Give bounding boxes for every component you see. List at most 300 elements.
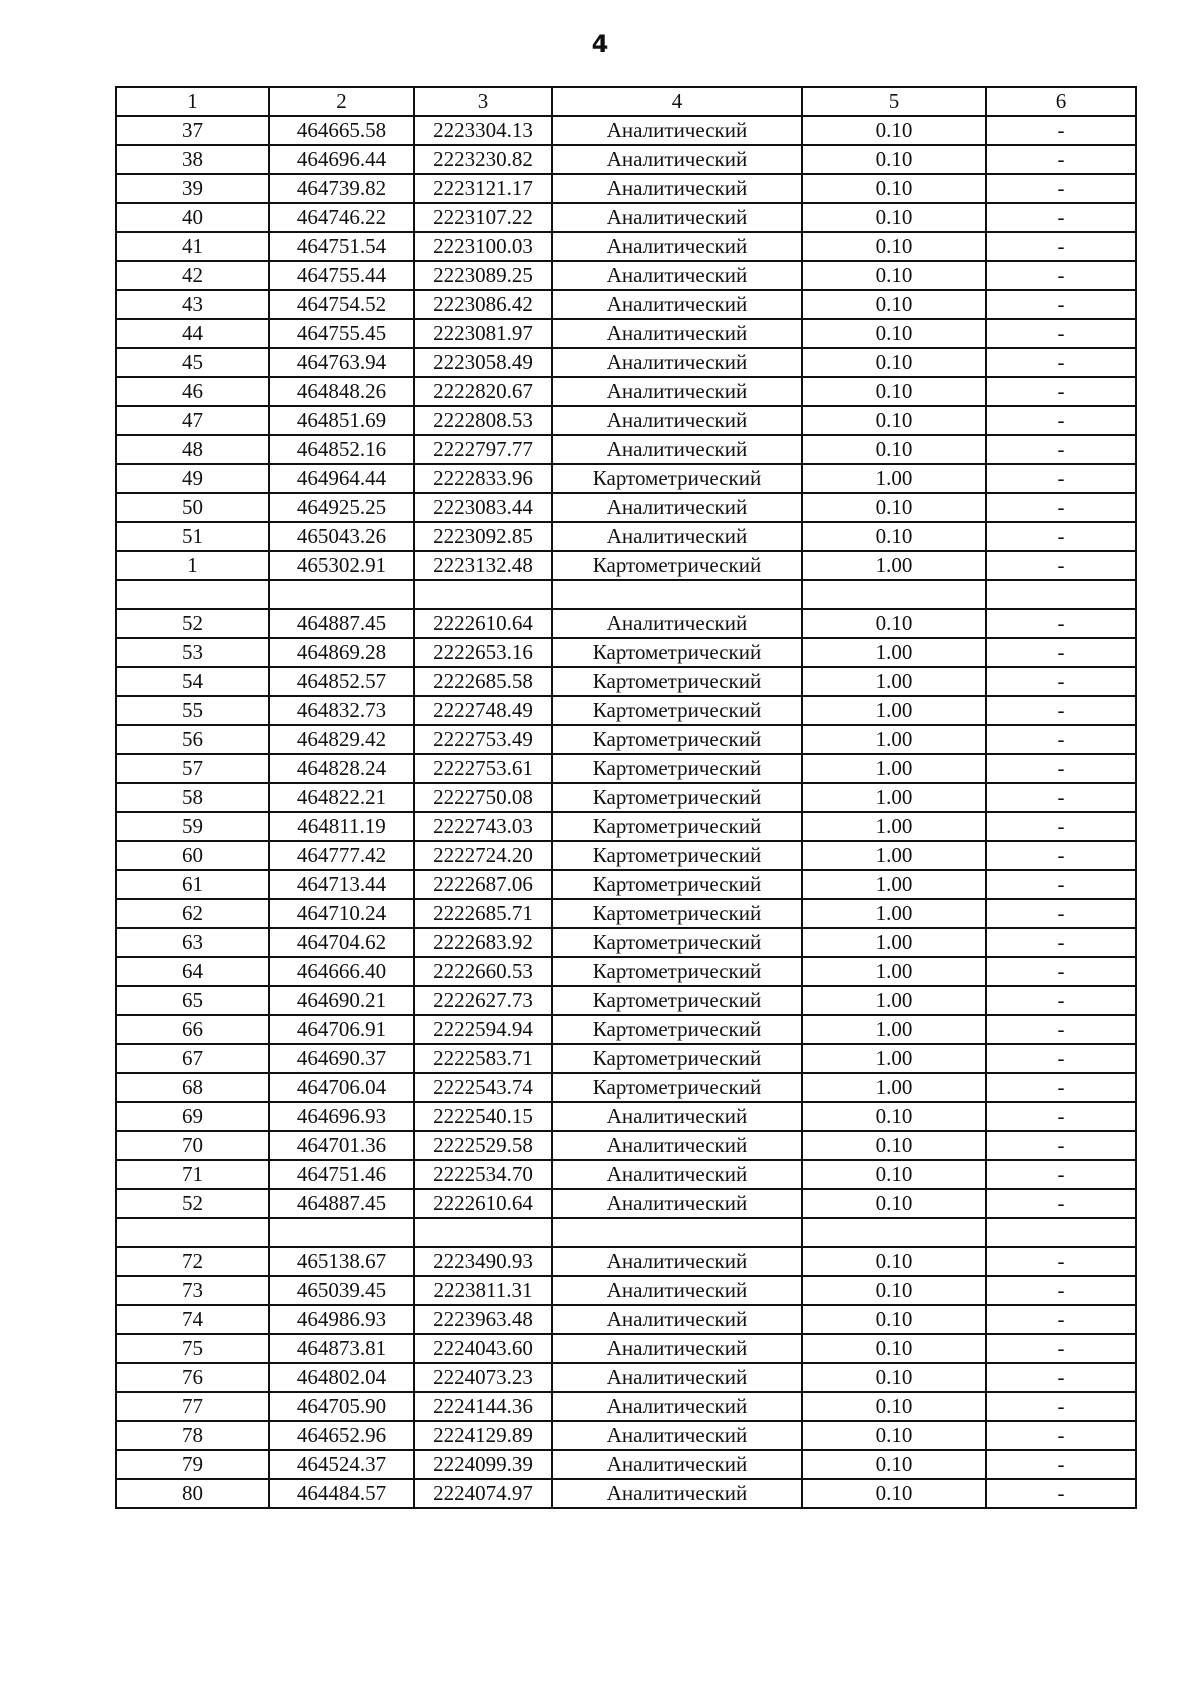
accuracy-cell: 1.00 bbox=[802, 812, 986, 841]
x-coordinate-cell: 464755.45 bbox=[269, 319, 414, 348]
point-number-cell: 62 bbox=[116, 899, 269, 928]
x-coordinate-cell: 464705.90 bbox=[269, 1392, 414, 1421]
accuracy-cell: 1.00 bbox=[802, 899, 986, 928]
accuracy-cell: 0.10 bbox=[802, 1189, 986, 1218]
y-coordinate-cell: 2223100.03 bbox=[414, 232, 552, 261]
y-coordinate-cell: 2222594.94 bbox=[414, 1015, 552, 1044]
method-cell: Аналитический bbox=[552, 319, 802, 348]
y-coordinate-cell bbox=[414, 1218, 552, 1247]
description-cell bbox=[986, 580, 1136, 609]
method-cell: Картометрический bbox=[552, 899, 802, 928]
point-number-cell: 60 bbox=[116, 841, 269, 870]
table-row bbox=[116, 522, 1136, 551]
description-cell: - bbox=[986, 319, 1136, 348]
x-coordinate-cell: 464986.93 bbox=[269, 1305, 414, 1334]
column-header: 4 bbox=[552, 87, 802, 116]
method-cell: Аналитический bbox=[552, 203, 802, 232]
y-coordinate-cell: 2223963.48 bbox=[414, 1305, 552, 1334]
point-number-cell: 50 bbox=[116, 493, 269, 522]
point-number-cell: 71 bbox=[116, 1160, 269, 1189]
accuracy-cell bbox=[802, 1218, 986, 1247]
point-number-cell: 51 bbox=[116, 522, 269, 551]
y-coordinate-cell: 2223089.25 bbox=[414, 261, 552, 290]
x-coordinate-cell: 464802.04 bbox=[269, 1363, 414, 1392]
point-number-cell: 48 bbox=[116, 435, 269, 464]
description-cell: - bbox=[986, 986, 1136, 1015]
description-cell bbox=[986, 1218, 1136, 1247]
point-number-cell: 66 bbox=[116, 1015, 269, 1044]
x-coordinate-cell: 464706.91 bbox=[269, 1015, 414, 1044]
accuracy-cell: 0.10 bbox=[802, 1363, 986, 1392]
table-row bbox=[116, 1131, 1136, 1160]
x-coordinate-cell: 464887.45 bbox=[269, 1189, 414, 1218]
x-coordinate-cell: 464706.04 bbox=[269, 1073, 414, 1102]
method-cell: Аналитический bbox=[552, 435, 802, 464]
accuracy-cell: 0.10 bbox=[802, 493, 986, 522]
accuracy-cell: 1.00 bbox=[802, 551, 986, 580]
point-number-cell: 46 bbox=[116, 377, 269, 406]
table-row bbox=[116, 116, 1136, 145]
y-coordinate-cell: 2222534.70 bbox=[414, 1160, 552, 1189]
x-coordinate-cell: 464524.37 bbox=[269, 1450, 414, 1479]
x-coordinate-cell: 464690.21 bbox=[269, 986, 414, 1015]
y-coordinate-cell: 2222808.53 bbox=[414, 406, 552, 435]
coordinates-table bbox=[115, 86, 1137, 1509]
description-cell: - bbox=[986, 1102, 1136, 1131]
method-cell: Картометрический bbox=[552, 464, 802, 493]
table-row bbox=[116, 696, 1136, 725]
y-coordinate-cell: 2222687.06 bbox=[414, 870, 552, 899]
table-row bbox=[116, 1247, 1136, 1276]
accuracy-cell: 0.10 bbox=[802, 1305, 986, 1334]
method-cell: Картометрический bbox=[552, 841, 802, 870]
point-number-cell: 54 bbox=[116, 667, 269, 696]
table-row bbox=[116, 1392, 1136, 1421]
point-number-cell: 65 bbox=[116, 986, 269, 1015]
y-coordinate-cell: 2222743.03 bbox=[414, 812, 552, 841]
description-cell: - bbox=[986, 435, 1136, 464]
x-coordinate-cell: 464964.44 bbox=[269, 464, 414, 493]
table-row bbox=[116, 1160, 1136, 1189]
accuracy-cell: 1.00 bbox=[802, 1073, 986, 1102]
method-cell: Аналитический bbox=[552, 232, 802, 261]
table-row bbox=[116, 1015, 1136, 1044]
accuracy-cell: 1.00 bbox=[802, 783, 986, 812]
method-cell: Картометрический bbox=[552, 1044, 802, 1073]
description-cell: - bbox=[986, 203, 1136, 232]
point-number-cell: 76 bbox=[116, 1363, 269, 1392]
point-number-cell: 58 bbox=[116, 783, 269, 812]
method-cell: Картометрический bbox=[552, 1073, 802, 1102]
x-coordinate-cell: 464696.44 bbox=[269, 145, 414, 174]
method-cell: Картометрический bbox=[552, 725, 802, 754]
y-coordinate-cell: 2223490.93 bbox=[414, 1247, 552, 1276]
description-cell: - bbox=[986, 1015, 1136, 1044]
x-coordinate-cell: 464484.57 bbox=[269, 1479, 414, 1508]
method-cell: Картометрический bbox=[552, 928, 802, 957]
point-number-cell: 75 bbox=[116, 1334, 269, 1363]
x-coordinate-cell: 464822.21 bbox=[269, 783, 414, 812]
method-cell: Картометрический bbox=[552, 667, 802, 696]
y-coordinate-cell: 2222724.20 bbox=[414, 841, 552, 870]
description-cell: - bbox=[986, 696, 1136, 725]
description-cell: - bbox=[986, 754, 1136, 783]
x-coordinate-cell: 464925.25 bbox=[269, 493, 414, 522]
table-row bbox=[116, 638, 1136, 667]
table-row bbox=[116, 1421, 1136, 1450]
method-cell: Аналитический bbox=[552, 1160, 802, 1189]
point-number-cell: 44 bbox=[116, 319, 269, 348]
y-coordinate-cell: 2224074.97 bbox=[414, 1479, 552, 1508]
description-cell: - bbox=[986, 1131, 1136, 1160]
column-header: 5 bbox=[802, 87, 986, 116]
point-number-cell: 67 bbox=[116, 1044, 269, 1073]
method-cell: Картометрический bbox=[552, 986, 802, 1015]
y-coordinate-cell: 2222748.49 bbox=[414, 696, 552, 725]
y-coordinate-cell: 2222540.15 bbox=[414, 1102, 552, 1131]
method-cell: Аналитический bbox=[552, 406, 802, 435]
point-number-cell bbox=[116, 1218, 269, 1247]
method-cell: Аналитический bbox=[552, 1102, 802, 1131]
method-cell: Картометрический bbox=[552, 1015, 802, 1044]
accuracy-cell: 0.10 bbox=[802, 522, 986, 551]
accuracy-cell: 0.10 bbox=[802, 116, 986, 145]
description-cell: - bbox=[986, 1160, 1136, 1189]
accuracy-cell: 0.10 bbox=[802, 435, 986, 464]
column-header: 6 bbox=[986, 87, 1136, 116]
point-number-cell: 53 bbox=[116, 638, 269, 667]
description-cell: - bbox=[986, 522, 1136, 551]
table-row bbox=[116, 1450, 1136, 1479]
description-cell: - bbox=[986, 899, 1136, 928]
accuracy-cell: 0.10 bbox=[802, 406, 986, 435]
accuracy-cell: 1.00 bbox=[802, 986, 986, 1015]
accuracy-cell: 0.10 bbox=[802, 1421, 986, 1450]
table-row bbox=[116, 290, 1136, 319]
accuracy-cell: 1.00 bbox=[802, 841, 986, 870]
point-number-cell bbox=[116, 580, 269, 609]
description-cell: - bbox=[986, 290, 1136, 319]
table-row bbox=[116, 899, 1136, 928]
method-cell: Картометрический bbox=[552, 783, 802, 812]
x-coordinate-cell: 464828.24 bbox=[269, 754, 414, 783]
accuracy-cell bbox=[802, 580, 986, 609]
column-header: 1 bbox=[116, 87, 269, 116]
point-number-cell: 52 bbox=[116, 609, 269, 638]
description-cell: - bbox=[986, 1392, 1136, 1421]
x-coordinate-cell: 465138.67 bbox=[269, 1247, 414, 1276]
point-number-cell: 41 bbox=[116, 232, 269, 261]
accuracy-cell: 0.10 bbox=[802, 609, 986, 638]
table-row bbox=[116, 551, 1136, 580]
table-row bbox=[116, 1276, 1136, 1305]
y-coordinate-cell: 2223132.48 bbox=[414, 551, 552, 580]
point-number-cell: 69 bbox=[116, 1102, 269, 1131]
accuracy-cell: 0.10 bbox=[802, 1392, 986, 1421]
method-cell: Аналитический bbox=[552, 1421, 802, 1450]
method-cell: Аналитический bbox=[552, 1189, 802, 1218]
x-coordinate-cell: 464832.73 bbox=[269, 696, 414, 725]
description-cell: - bbox=[986, 841, 1136, 870]
description-cell: - bbox=[986, 174, 1136, 203]
y-coordinate-cell: 2223121.17 bbox=[414, 174, 552, 203]
accuracy-cell: 0.10 bbox=[802, 1131, 986, 1160]
y-coordinate-cell: 2222583.71 bbox=[414, 1044, 552, 1073]
column-header: 2 bbox=[269, 87, 414, 116]
point-number-cell: 73 bbox=[116, 1276, 269, 1305]
x-coordinate-cell: 464755.44 bbox=[269, 261, 414, 290]
x-coordinate-cell bbox=[269, 1218, 414, 1247]
table-row bbox=[116, 812, 1136, 841]
x-coordinate-cell: 464739.82 bbox=[269, 174, 414, 203]
table-row bbox=[116, 145, 1136, 174]
table-row bbox=[116, 319, 1136, 348]
method-cell: Аналитический bbox=[552, 1392, 802, 1421]
method-cell: Аналитический bbox=[552, 145, 802, 174]
method-cell: Аналитический bbox=[552, 1363, 802, 1392]
table-row bbox=[116, 667, 1136, 696]
method-cell: Аналитический bbox=[552, 1131, 802, 1160]
x-coordinate-cell: 464852.57 bbox=[269, 667, 414, 696]
description-cell: - bbox=[986, 348, 1136, 377]
point-number-cell: 78 bbox=[116, 1421, 269, 1450]
y-coordinate-cell: 2222529.58 bbox=[414, 1131, 552, 1160]
y-coordinate-cell: 2223086.42 bbox=[414, 290, 552, 319]
table-row bbox=[116, 1044, 1136, 1073]
point-number-cell: 77 bbox=[116, 1392, 269, 1421]
description-cell: - bbox=[986, 261, 1136, 290]
accuracy-cell: 1.00 bbox=[802, 725, 986, 754]
table-row bbox=[116, 986, 1136, 1015]
x-coordinate-cell: 464666.40 bbox=[269, 957, 414, 986]
x-coordinate-cell: 464751.46 bbox=[269, 1160, 414, 1189]
table-row bbox=[116, 870, 1136, 899]
point-number-cell: 40 bbox=[116, 203, 269, 232]
accuracy-cell: 1.00 bbox=[802, 696, 986, 725]
y-coordinate-cell: 2222610.64 bbox=[414, 1189, 552, 1218]
table-row bbox=[116, 1102, 1136, 1131]
description-cell: - bbox=[986, 116, 1136, 145]
table-row bbox=[116, 348, 1136, 377]
point-number-cell: 43 bbox=[116, 290, 269, 319]
point-number-cell: 57 bbox=[116, 754, 269, 783]
table-row bbox=[116, 174, 1136, 203]
y-coordinate-cell: 2222627.73 bbox=[414, 986, 552, 1015]
description-cell: - bbox=[986, 377, 1136, 406]
x-coordinate-cell: 464848.26 bbox=[269, 377, 414, 406]
method-cell: Аналитический bbox=[552, 1479, 802, 1508]
x-coordinate-cell: 464751.54 bbox=[269, 232, 414, 261]
table-row bbox=[116, 841, 1136, 870]
table-row bbox=[116, 261, 1136, 290]
point-number-cell: 74 bbox=[116, 1305, 269, 1334]
description-cell: - bbox=[986, 1450, 1136, 1479]
accuracy-cell: 0.10 bbox=[802, 261, 986, 290]
point-number-cell: 80 bbox=[116, 1479, 269, 1508]
page-number: 4 bbox=[591, 30, 609, 58]
point-number-cell: 37 bbox=[116, 116, 269, 145]
description-cell: - bbox=[986, 1044, 1136, 1073]
x-coordinate-cell: 464851.69 bbox=[269, 406, 414, 435]
method-cell: Аналитический bbox=[552, 174, 802, 203]
table-row bbox=[116, 1363, 1136, 1392]
table-row bbox=[116, 406, 1136, 435]
y-coordinate-cell: 2223304.13 bbox=[414, 116, 552, 145]
x-coordinate-cell: 464704.62 bbox=[269, 928, 414, 957]
y-coordinate-cell: 2222685.58 bbox=[414, 667, 552, 696]
description-cell: - bbox=[986, 232, 1136, 261]
description-cell: - bbox=[986, 1334, 1136, 1363]
point-number-cell: 55 bbox=[116, 696, 269, 725]
x-coordinate-cell: 464811.19 bbox=[269, 812, 414, 841]
table-body bbox=[116, 116, 1136, 1508]
method-cell: Аналитический bbox=[552, 377, 802, 406]
description-cell: - bbox=[986, 1247, 1136, 1276]
description-cell: - bbox=[986, 783, 1136, 812]
y-coordinate-cell: 2224129.89 bbox=[414, 1421, 552, 1450]
accuracy-cell: 0.10 bbox=[802, 1160, 986, 1189]
x-coordinate-cell bbox=[269, 580, 414, 609]
description-cell: - bbox=[986, 145, 1136, 174]
y-coordinate-cell: 2222833.96 bbox=[414, 464, 552, 493]
description-cell: - bbox=[986, 957, 1136, 986]
method-cell bbox=[552, 580, 802, 609]
table-separator-row bbox=[116, 1218, 1136, 1247]
y-coordinate-cell: 2222685.71 bbox=[414, 899, 552, 928]
accuracy-cell: 1.00 bbox=[802, 667, 986, 696]
table-row bbox=[116, 435, 1136, 464]
x-coordinate-cell: 465043.26 bbox=[269, 522, 414, 551]
x-coordinate-cell: 464829.42 bbox=[269, 725, 414, 754]
y-coordinate-cell: 2222653.16 bbox=[414, 638, 552, 667]
x-coordinate-cell: 464887.45 bbox=[269, 609, 414, 638]
accuracy-cell: 1.00 bbox=[802, 638, 986, 667]
table-row bbox=[116, 1189, 1136, 1218]
accuracy-cell: 0.10 bbox=[802, 1102, 986, 1131]
y-coordinate-cell: 2222750.08 bbox=[414, 783, 552, 812]
table-row bbox=[116, 783, 1136, 812]
point-number-cell: 59 bbox=[116, 812, 269, 841]
accuracy-cell: 0.10 bbox=[802, 203, 986, 232]
method-cell: Аналитический bbox=[552, 493, 802, 522]
point-number-cell: 42 bbox=[116, 261, 269, 290]
method-cell: Картометрический bbox=[552, 754, 802, 783]
description-cell: - bbox=[986, 1305, 1136, 1334]
y-coordinate-cell: 2222820.67 bbox=[414, 377, 552, 406]
y-coordinate-cell: 2224099.39 bbox=[414, 1450, 552, 1479]
table-row bbox=[116, 957, 1136, 986]
accuracy-cell: 0.10 bbox=[802, 1479, 986, 1508]
accuracy-cell: 0.10 bbox=[802, 145, 986, 174]
y-coordinate-cell: 2223230.82 bbox=[414, 145, 552, 174]
method-cell: Картометрический bbox=[552, 957, 802, 986]
table-row bbox=[116, 1305, 1136, 1334]
method-cell: Аналитический bbox=[552, 1334, 802, 1363]
point-number-cell: 63 bbox=[116, 928, 269, 957]
y-coordinate-cell: 2223083.44 bbox=[414, 493, 552, 522]
point-number-cell: 70 bbox=[116, 1131, 269, 1160]
point-number-cell: 64 bbox=[116, 957, 269, 986]
y-coordinate-cell: 2223081.97 bbox=[414, 319, 552, 348]
table-row bbox=[116, 1073, 1136, 1102]
description-cell: - bbox=[986, 1363, 1136, 1392]
y-coordinate-cell: 2223058.49 bbox=[414, 348, 552, 377]
table-separator-row bbox=[116, 580, 1136, 609]
method-cell: Аналитический bbox=[552, 348, 802, 377]
accuracy-cell: 1.00 bbox=[802, 754, 986, 783]
method-cell: Аналитический bbox=[552, 116, 802, 145]
y-coordinate-cell: 2222753.49 bbox=[414, 725, 552, 754]
accuracy-cell: 1.00 bbox=[802, 928, 986, 957]
description-cell: - bbox=[986, 1276, 1136, 1305]
y-coordinate-cell: 2222660.53 bbox=[414, 957, 552, 986]
x-coordinate-cell: 464852.16 bbox=[269, 435, 414, 464]
accuracy-cell: 0.10 bbox=[802, 174, 986, 203]
accuracy-cell: 0.10 bbox=[802, 232, 986, 261]
method-cell bbox=[552, 1218, 802, 1247]
accuracy-cell: 1.00 bbox=[802, 464, 986, 493]
method-cell: Картометрический bbox=[552, 696, 802, 725]
point-number-cell: 79 bbox=[116, 1450, 269, 1479]
x-coordinate-cell: 464869.28 bbox=[269, 638, 414, 667]
description-cell: - bbox=[986, 1073, 1136, 1102]
description-cell: - bbox=[986, 667, 1136, 696]
table-header-row bbox=[116, 87, 1136, 116]
method-cell: Аналитический bbox=[552, 1305, 802, 1334]
point-number-cell: 45 bbox=[116, 348, 269, 377]
table-row bbox=[116, 609, 1136, 638]
description-cell: - bbox=[986, 609, 1136, 638]
point-number-cell: 38 bbox=[116, 145, 269, 174]
accuracy-cell: 1.00 bbox=[802, 870, 986, 899]
point-number-cell: 39 bbox=[116, 174, 269, 203]
description-cell: - bbox=[986, 406, 1136, 435]
x-coordinate-cell: 464652.96 bbox=[269, 1421, 414, 1450]
accuracy-cell: 1.00 bbox=[802, 1015, 986, 1044]
accuracy-cell: 1.00 bbox=[802, 1044, 986, 1073]
method-cell: Аналитический bbox=[552, 522, 802, 551]
y-coordinate-cell: 2222610.64 bbox=[414, 609, 552, 638]
method-cell: Аналитический bbox=[552, 1247, 802, 1276]
point-number-cell: 49 bbox=[116, 464, 269, 493]
y-coordinate-cell: 2222683.92 bbox=[414, 928, 552, 957]
y-coordinate-cell: 2223811.31 bbox=[414, 1276, 552, 1305]
accuracy-cell: 0.10 bbox=[802, 1334, 986, 1363]
method-cell: Аналитический bbox=[552, 290, 802, 319]
x-coordinate-cell: 464690.37 bbox=[269, 1044, 414, 1073]
table-row bbox=[116, 1479, 1136, 1508]
y-coordinate-cell: 2224073.23 bbox=[414, 1363, 552, 1392]
point-number-cell: 72 bbox=[116, 1247, 269, 1276]
y-coordinate-cell: 2223107.22 bbox=[414, 203, 552, 232]
method-cell: Аналитический bbox=[552, 1276, 802, 1305]
method-cell: Картометрический bbox=[552, 638, 802, 667]
description-cell: - bbox=[986, 464, 1136, 493]
accuracy-cell: 0.10 bbox=[802, 1276, 986, 1305]
column-header: 3 bbox=[414, 87, 552, 116]
description-cell: - bbox=[986, 638, 1136, 667]
description-cell: - bbox=[986, 1189, 1136, 1218]
method-cell: Картометрический bbox=[552, 870, 802, 899]
x-coordinate-cell: 464754.52 bbox=[269, 290, 414, 319]
point-number-cell: 61 bbox=[116, 870, 269, 899]
description-cell: - bbox=[986, 551, 1136, 580]
y-coordinate-cell: 2222753.61 bbox=[414, 754, 552, 783]
table-row bbox=[116, 928, 1136, 957]
method-cell: Аналитический bbox=[552, 261, 802, 290]
x-coordinate-cell: 464665.58 bbox=[269, 116, 414, 145]
description-cell: - bbox=[986, 1421, 1136, 1450]
